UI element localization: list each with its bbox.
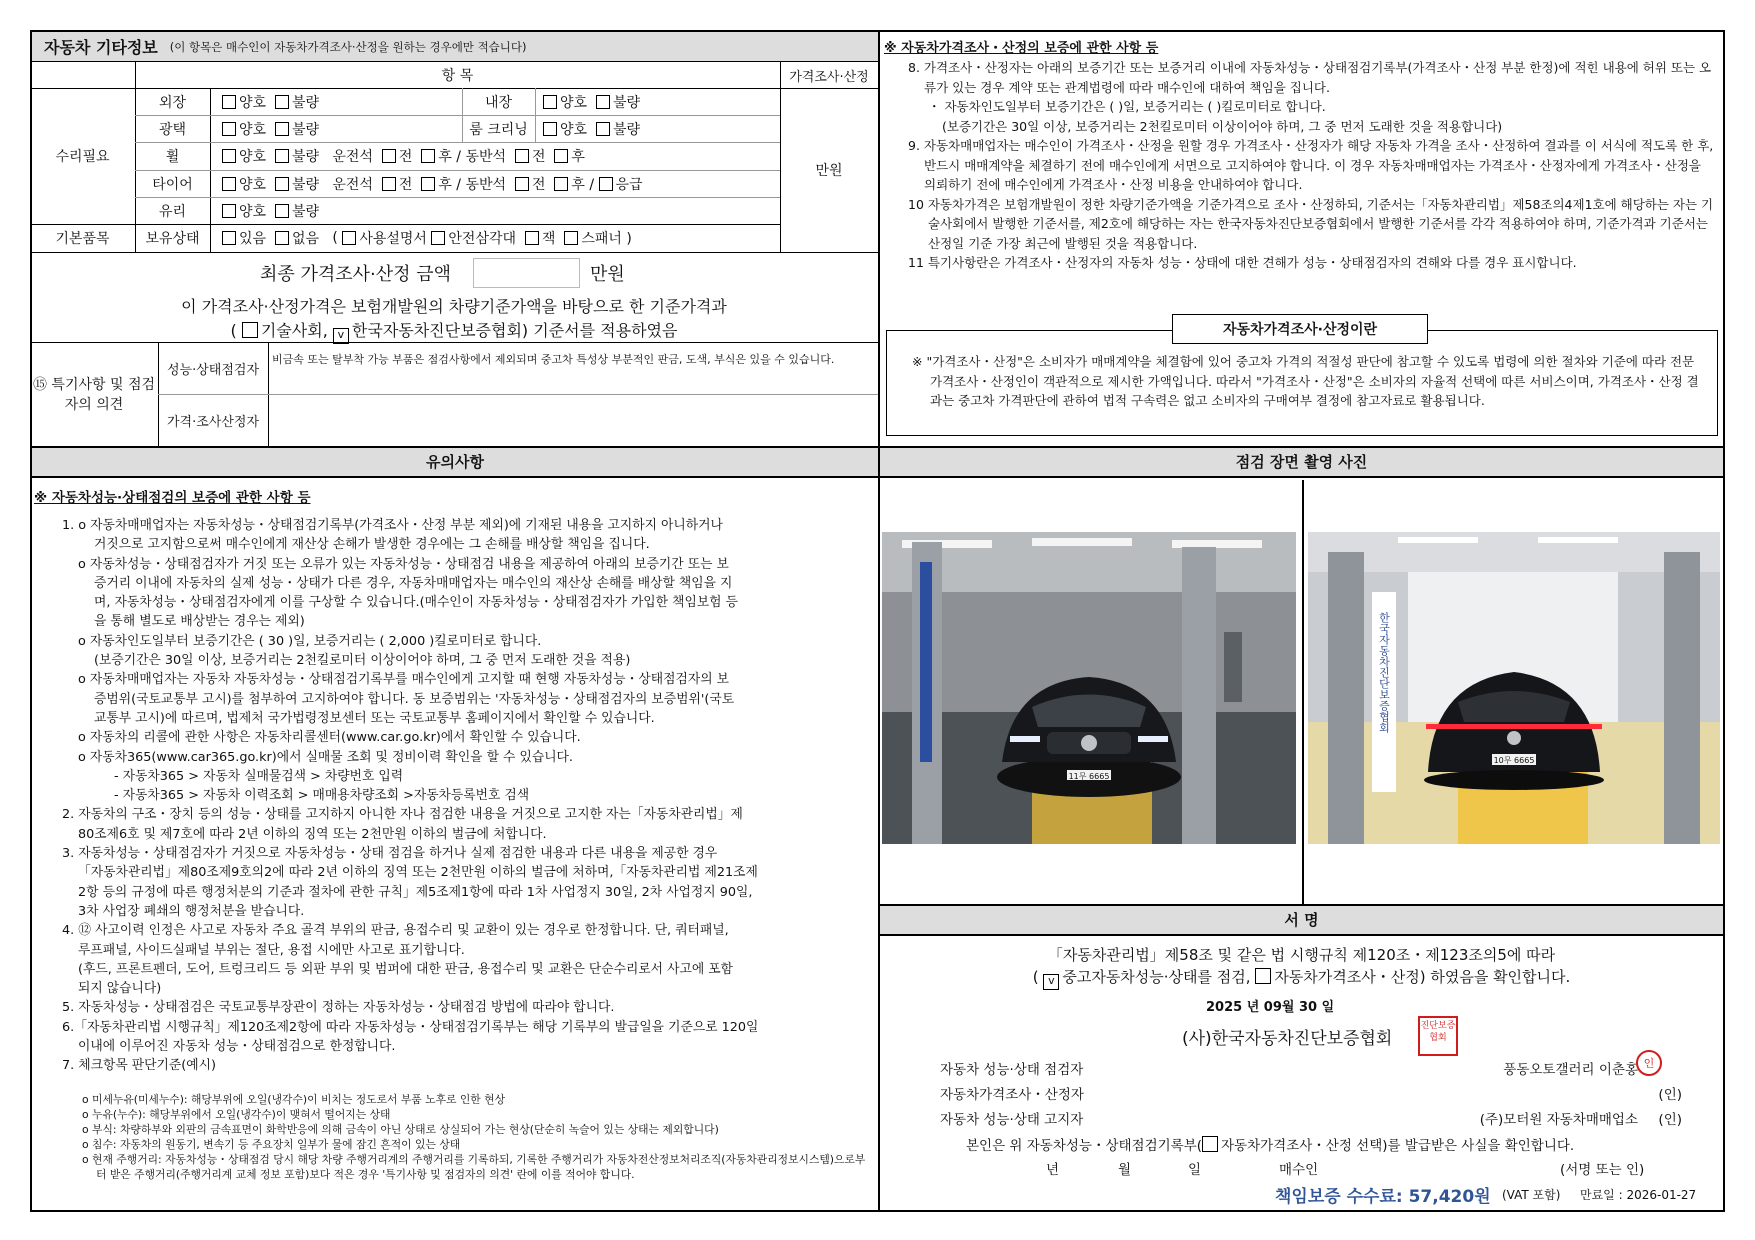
wheel-good-checkbox[interactable]	[222, 149, 236, 163]
org-seal: 진단보증협회	[1418, 1016, 1458, 1056]
have-label: 있음	[239, 231, 267, 247]
tire-good-checkbox[interactable]	[222, 177, 236, 191]
bad-label: 불량	[291, 176, 320, 193]
kadia-checkbox[interactable]: v	[333, 328, 349, 344]
buyer-label: 매수인	[1279, 1162, 1319, 1178]
item-11: 11 특기사항란은 가격조사・산정자의 자동차 성능・상태에 대한 견해가 성능・상태점검자의 견해와 다를 경우 표시합니다.	[908, 255, 1577, 270]
notice-line: o 자동차매매업자는 자동차 자동차성능・상태점검기록부를 매수인에게 고지할 때 현행 자동차성능・상태점검자의 보	[78, 672, 730, 688]
front-label: 전	[398, 176, 413, 193]
signature-role: 자동차 성능·상태 고지자	[940, 1112, 1084, 1128]
tire-bad-checkbox[interactable]	[275, 177, 289, 191]
row-room-cleaning: 룸 크리닝	[469, 121, 528, 138]
etc-info-title: 자동차 기타정보	[44, 38, 158, 57]
signature-mark[interactable]: (인)	[1658, 1087, 1682, 1103]
buyer-sign: (서명 또는 인)	[1560, 1162, 1645, 1178]
item-9: 9. 자동차매매업자는 매수인이 가격조사・산정을 원할 경우 가격조사・산정자가 해당 자동차 가격을 조사・산정하여 결과를 이 서식에 적도록 한 후, 반드시 매매계약을 체결하기 전에 매수인에게 서면으로 고지하여야 합니다. 이 경우 자동차매매업자는 가격조사・산정자에게 가격조사・산정을 의뢰하기 전에 매수인에게 가격조사・산정 비용을 안내하여야 합니다.	[908, 138, 1714, 192]
buyer-year: 년	[1046, 1162, 1060, 1178]
front-label: 전	[531, 149, 546, 165]
item-8-note: (보증기간은 30일 이상, 보증거리는 2천킬로미터 이상이어야 하며, 그 중 먼저 도래한 것을 적용합니다)	[942, 118, 1503, 134]
notice-line: 5. 자동차성능・상태점검은 국토교통부장관이 정하는 자동차성능・상태점검 방법에 따라야 합니다.	[62, 1000, 615, 1016]
bad-label: 불량	[291, 94, 320, 111]
bad-label: 불량	[291, 203, 320, 220]
rear-passenger-label: 후 / 동반석	[438, 176, 507, 193]
glass-good-checkbox[interactable]	[222, 204, 236, 218]
special-notes-label: ⑮ 특기사항 및 점검자의 의견	[32, 377, 156, 413]
notice-line: 증범위(국토교통부 고시)를 첨부하여 고지하여야 합니다. 동 보증범위는 '자동차성능・상태점검자의 보증범위'(국토	[94, 691, 735, 707]
basis-line1: 이 가격조사·산정가격은 보험개발원의 차량기준가액을 바탕으로 한 기준가격과	[181, 297, 727, 316]
owned-none-checkbox[interactable]	[275, 231, 289, 245]
glass-options	[222, 197, 319, 224]
bad-label: 불량	[612, 94, 641, 111]
final-amount-input[interactable]	[473, 258, 580, 288]
price-appraisal-label: 자동차가격조사・산정) 하였음을 확인합니다.	[1274, 968, 1571, 986]
notice-line: o 자동차365(www.car365.go.kr)에서 실매물 조회 및 정비이력 확인을 할 수 있습니다.	[78, 749, 573, 765]
wheel-bad-checkbox[interactable]	[275, 149, 289, 163]
center-divider	[878, 30, 880, 1212]
inspection-photo-front	[882, 532, 1296, 844]
receipt-appraisal-checkbox[interactable]	[1202, 1136, 1218, 1152]
law-line: 「자동차관리법」제58조 및 같은 법 시행규칙 제120조・제123조의5에 따라	[1047, 946, 1556, 964]
basic-items-label: 기본품목	[55, 231, 110, 247]
wheel-driver-front-checkbox[interactable]	[382, 149, 396, 163]
notice-line: o 자동차성능・상태점검자가 거짓 또는 오류가 있는 자동차성능・상태점검 내용을 제공하여 아래의 보증기간 또는 보	[78, 556, 729, 572]
row-exterior: 외장	[158, 94, 187, 111]
emergency-label: 응급	[615, 176, 643, 193]
signature-row	[940, 1108, 1720, 1133]
item-8: 8. 가격조사・산정자는 아래의 보증기간 또는 보증거리 이내에 자동차성능・상태점검기록부(가격조사・산정 부분 한정)에 적힌 내용에 허위 또는 오류가 있는 경우 계약 또는 관계법령에 따라 매수인에 대하여 책임을 집니다.	[908, 60, 1712, 95]
gloss-good-checkbox[interactable]	[222, 122, 236, 136]
notice-line: 7. 체크항목 판단기준(예시)	[62, 1058, 216, 1074]
row-tire: 타이어	[152, 176, 193, 193]
owned-options	[222, 224, 632, 252]
signature-role: 자동차 성능·상태 점검자	[940, 1062, 1084, 1078]
tire-emergency-checkbox[interactable]	[599, 177, 613, 191]
good-label: 양호	[239, 94, 267, 111]
pillar-banner: 한국자동차진단보증협회	[1377, 612, 1391, 733]
row-glass: 유리	[158, 203, 187, 220]
buyer-day: 일	[1188, 1162, 1202, 1178]
expiry-date: 만료일 : 2026-01-27	[1580, 1188, 1697, 1202]
exterior-good-checkbox[interactable]	[222, 95, 236, 109]
room-bad-checkbox[interactable]	[596, 122, 610, 136]
notice-line: 1. o 자동차매매업자는 자동차성능・상태점검기록부(가격조사・산정 부분 제외)에 기재된 내용을 고지하지 아니하거나	[62, 518, 723, 533]
buyer-month: 월	[1118, 1162, 1132, 1178]
gloss-options	[222, 115, 319, 142]
spanner-label: 스패너 )	[581, 231, 632, 247]
rear-label: 후	[571, 149, 585, 165]
signature-role: 자동차가격조사・산정자	[940, 1087, 1084, 1103]
notice-line: o 자동차의 리콜에 관한 사항은 자동차리콜센터(www.car.go.kr)에서 확인할 수 있습니다.	[78, 730, 581, 746]
rear-passenger-label: 후 / 동반석	[438, 149, 507, 165]
row-interior: 내장	[484, 94, 513, 111]
good-label: 양호	[239, 149, 267, 165]
gloss-bad-checkbox[interactable]	[275, 122, 289, 136]
inspector-stamp: 인	[1636, 1050, 1662, 1076]
signature-row	[940, 1058, 1720, 1083]
tire-passenger-front-checkbox[interactable]	[515, 177, 529, 191]
notice-line: 4. ⑫ 사고이력 인정은 사고로 자동차 주요 골격 부위의 판금, 용접수리 및 교환이 있는 경우로 한정합니다. 단, 쿼터패널,	[62, 923, 729, 939]
receipt-text-a: 본인은 위 자동차성능・상태점검기록부(	[966, 1138, 1203, 1154]
sign-header: 서 명	[880, 906, 1723, 936]
grid-line	[30, 252, 878, 253]
tire-options	[222, 170, 643, 197]
signature-mark[interactable]: (인)	[1658, 1112, 1682, 1128]
kadia-label: 한국자동차진단보증협회) 기준서를 적용하였음	[351, 321, 678, 340]
spanner-checkbox[interactable]	[564, 231, 578, 245]
good-label: 양호	[239, 121, 267, 138]
tire-driver-rear-checkbox[interactable]	[421, 177, 435, 191]
notice-line: o 자동차인도일부터 보증기간은 ( 30 )일, 보증거리는 ( 2,000 )킬로미터로 합니다.	[78, 633, 542, 649]
confirm-line	[880, 966, 1723, 990]
item-10: 10 자동차가격은 보험개발원이 정한 차량기준가액을 기준가격으로 조사・산정하되, 기준서는「자동차관리법」제58조의4제1호에 해당하는 자는 기술사회에서 발행한 기준서를, 제2호에 해당하는 자는 한국자동차진단보증협회에서 발행한 기준서를 각각 적용하여야 하며, 기준가격과 기준서는 산정일 기준 가장 최근에 발행된 것을 적용합니다.	[908, 196, 1714, 251]
driver-label: 운전석	[332, 176, 373, 193]
notice-line: - 자동차365 > 자동차 이력조회 > 매매용차량조회 >자동차등록번호 검색	[114, 788, 530, 804]
criteria-list	[82, 1092, 874, 1182]
notice-line: 증거리 이내에 자동차의 실제 성능・상태가 다른 경우, 자동차매매업자는 매수인의 재산상 손해를 배상할 책임을 지	[94, 575, 733, 591]
criteria-item: o 침수: 자동차의 원동기, 변속기 등 주요장치 일부가 물에 잠긴 흔적이 있는 상태	[82, 1138, 461, 1151]
interior-bad-checkbox[interactable]	[596, 95, 610, 109]
repair-needed-label: 수리필요	[55, 149, 110, 165]
receipt-text-b: 자동차가격조사・산정 선택)를 발급받은 사실을 확인합니다.	[1221, 1138, 1575, 1154]
price-warranty-title: ※ 자동차가격조사・산정의 보증에 관한 사항 등	[884, 41, 1159, 56]
interior-options	[543, 88, 640, 115]
front-label: 전	[531, 176, 546, 193]
price-unit: 만원	[815, 163, 843, 179]
inspection-photo-rear	[1308, 532, 1720, 844]
notice-line: 80조제6호 및 제7호에 따라 2년 이하의 징역 또는 2천만원 이하의 벌금에 처합니다.	[78, 826, 547, 842]
price-definition-text: ※ "가격조사・산정"은 소비자가 매매계약을 체결함에 있어 중고차 가격의 적절성 판단에 참고할 수 있도록 법령에 의한 절차와 기준에 따라 전문 가격조사・산정인이 객관적으로 제시한 가액입니다. 따라서 "가격조사・산정"은 소비자의 자율적 선택에 따른 서비스이며, 가격조사・산정 결과는 중고차 가격판단에 관하여 법적 구속력은 없고 소비자의 구매여부 결정에 참고자료로 활용됩니다.	[912, 354, 1699, 408]
inspector-label: 성능·상태점검자	[166, 362, 260, 378]
paren: (	[230, 321, 237, 340]
basis-line2	[30, 318, 878, 344]
driver-label: 운전석	[332, 149, 373, 165]
notice-line: 교통부 고시)에 따르며, 법제처 국가법령정보센터 또는 국토교통부 홈페이지에서 확인할 수 있습니다.	[94, 710, 655, 726]
tire-driver-front-checkbox[interactable]	[382, 177, 396, 191]
room-cleaning-options	[543, 115, 640, 142]
final-amount-unit: 만원	[590, 264, 625, 285]
jack-checkbox[interactable]	[525, 231, 539, 245]
exterior-bad-checkbox[interactable]	[275, 95, 289, 109]
paren: (	[1032, 968, 1039, 986]
criteria-item: o 현재 주행거리: 자동차성능・상태점검 당시 해당 차량 주행거리계의 주행거리를 기록하되, 기록한 주행거리가 자동차전산정보처리조직(자동차관리정보시스템)으로부터 받은 주행거리(주행거리계 교체 정보 포함)보다 적은 경우 '특기사항 및 점검자의 의견' 란에 이를 적어야 합니다.	[82, 1153, 866, 1181]
etc-info-header	[32, 32, 878, 62]
good-label: 양호	[560, 121, 588, 138]
jack-label: 잭	[541, 231, 556, 247]
paren: (	[332, 230, 338, 246]
good-label: 양호	[560, 94, 588, 111]
good-label: 양호	[239, 176, 267, 193]
notice-line: - 자동차365 > 자동차 실매물검색 > 차량번호 입력	[114, 768, 404, 784]
triangle-checkbox[interactable]	[431, 231, 445, 245]
used-car-inspection-label: 중고자동차성능·상태를 점검,	[1062, 968, 1251, 986]
wheel-passenger-rear-checkbox[interactable]	[554, 149, 568, 163]
front-plate: 11무 6665	[1068, 772, 1110, 781]
final-amount-label: 최종 가격조사·산정 금액	[260, 264, 452, 285]
price-appraisal-checkbox[interactable]	[1255, 968, 1271, 984]
tech-society-checkbox[interactable]	[242, 322, 258, 338]
notice-line: 되지 않습니다)	[78, 981, 162, 997]
wheel-options	[222, 142, 585, 170]
glass-bad-checkbox[interactable]	[275, 204, 289, 218]
bad-label: 불량	[291, 149, 320, 165]
notice-body	[62, 516, 872, 1076]
rear-label: 후 /	[571, 176, 595, 193]
signature-rows	[940, 1058, 1720, 1133]
notice-line: 6.「자동차관리법 시행규칙」제120조제2항에 따라 자동차성능・상태점검기록부는 해당 기록부의 발급일을 기준으로 120일	[62, 1019, 759, 1035]
criteria-item: o 부식: 차량하부와 외판의 금속표면이 화학반응에 의해 금속이 아닌 상태로 상실되어 가는 현상(단순히 녹슬어 있는 상태는 제외합니다)	[82, 1123, 719, 1136]
notice-line: 「자동차관리법」제80조제9호의2에 따라 2년 이하의 징역 또는 2천만원 이하의 벌금에 처하며,「자동차관리법 제21조제	[78, 865, 758, 881]
exterior-options	[222, 88, 319, 115]
notice-line: 3차 사업장 폐쇄의 행정처분을 받습니다.	[78, 903, 305, 919]
price-warranty-text	[908, 58, 1716, 273]
good-label: 양호	[239, 203, 267, 220]
final-amount-row	[260, 256, 625, 290]
tech-society-label: 기술사회,	[260, 321, 328, 340]
notice-line: 2. 자동차의 구조・장치 등의 성능・상태를 고지하지 아니한 자나 점검한 내용을 거짓으로 고지한 자는「자동차관리법」제	[62, 807, 743, 823]
owned-have-checkbox[interactable]	[222, 231, 236, 245]
signature-name: (주)모터원 자동차매매업소	[1479, 1112, 1638, 1128]
notice-line: 거짓으로 고지함으로써 매수인에게 재산상 손해가 발생한 경우에는 그 손해를 배상할 책임을 집니다.	[94, 537, 650, 553]
wheel-passenger-front-checkbox[interactable]	[515, 149, 529, 163]
wheel-driver-rear-checkbox[interactable]	[421, 149, 435, 163]
triangle-label: 안전삼각대	[448, 231, 517, 247]
criteria-item: o 미세누유(미세누수): 해당부위에 오일(냉각수)이 비치는 정도로서 부품 노후로 인한 현상	[82, 1093, 506, 1106]
notice-line: 며, 자동차성능・상태점검자에게 이를 구상할 수 있습니다.(매수인이 자동차성능・상태점검자가 가입한 책임보험 등	[94, 595, 738, 611]
tire-passenger-rear-checkbox[interactable]	[554, 177, 568, 191]
notice-line: 루프패널, 사이드실패널 부위는 절단, 용접 시에만 사고로 표기합니다.	[78, 942, 465, 958]
row-owned: 보유상태	[145, 231, 200, 247]
etc-info-note: (이 항목은 매수인이 자동차가격조사·산정을 원하는 경우에만 적습니다)	[169, 39, 527, 54]
signature-name: 풍동오토갤러리 이춘홍	[1503, 1062, 1638, 1078]
row-wheel: 휠	[165, 149, 180, 165]
rear-plate: 10무 6665	[1493, 756, 1535, 765]
bad-label: 불량	[291, 121, 320, 138]
signature-row	[940, 1083, 1720, 1108]
notice-line: (보증기간은 30일 이상, 보증거리는 2천킬로미터 이상이어야 하며, 그 중 먼저 도래한 것을 적용)	[94, 653, 631, 669]
col-price-label: 가격조사·산정	[789, 69, 869, 85]
receipt-text	[966, 1134, 1574, 1154]
interior-good-checkbox[interactable]	[543, 95, 557, 109]
row-gloss: 광택	[158, 121, 187, 138]
photo-divider	[1302, 480, 1304, 904]
org-name: (사)한국자동차진단보증협회	[1182, 1029, 1393, 1049]
notice-line: 2항 등의 규정에 따른 행정처분의 기준과 절차에 관한 규칙」제5조제1항에 따라 1차 사업정지 30일, 2차 사업정지 90일,	[78, 884, 753, 900]
price-definition-title: 자동차가격조사·산정이란	[1172, 314, 1428, 344]
inspector-opinion: 비금속 또는 탈부착 가능 부품은 점검사항에서 제외되며 중고차 특성상 부분적인 판금, 도색, 부식은 있을 수 있습니다.	[272, 353, 835, 366]
none-label: 없음	[291, 231, 320, 247]
notice-line: 3. 자동차성능・상태점검자가 거짓으로 자동차성능・상태 점검을 하거나 실제 점검한 내용과 다른 내용을 제공한 경우	[62, 846, 718, 862]
notice-line: 을 통해 별도로 배상받는 경우는 제외)	[94, 614, 305, 630]
notice-title: ※ 자동차성능·상태점검의 보증에 관한 사항 등	[34, 490, 311, 506]
vat-note: (VAT 포함)	[1502, 1188, 1561, 1202]
manual-checkbox[interactable]	[342, 231, 356, 245]
criteria-item: o 누유(누수): 해당부위에서 오일(냉각수)이 맺혀서 떨어지는 상태	[82, 1108, 391, 1121]
room-good-checkbox[interactable]	[543, 122, 557, 136]
col-item-label: 항 목	[441, 68, 474, 84]
manual-label: 사용설명서	[359, 231, 427, 247]
warranty-fee: 책임보증 수수료: 57,420원	[1275, 1187, 1491, 1207]
notice-header: 유의사항	[32, 448, 878, 478]
item-8-period: ・ 자동차인도일부터 보증기간은 ( )일, 보증거리는 ( )킬로미터로 합니다.	[928, 99, 1326, 114]
notice-line: 이내에 이루어진 자동차 성능・상태점검으로 한정합니다.	[78, 1039, 396, 1055]
photo-header: 점검 장면 촬영 사진	[880, 448, 1723, 478]
grid-line	[535, 88, 536, 142]
used-car-inspection-checkbox[interactable]: v	[1043, 974, 1059, 990]
bad-label: 불량	[612, 121, 641, 138]
front-label: 전	[398, 149, 413, 165]
notice-line: (후드, 프론트펜더, 도어, 트렁크리드 등 외판 부위 및 범퍼에 대한 판금, 용접수리 및 교환은 단순수리로서 사고에 포함	[78, 961, 733, 977]
appraiser-label: 가격·조사산정자	[166, 414, 260, 430]
sign-date: 2025 년 09월 30 일	[1206, 1000, 1335, 1015]
